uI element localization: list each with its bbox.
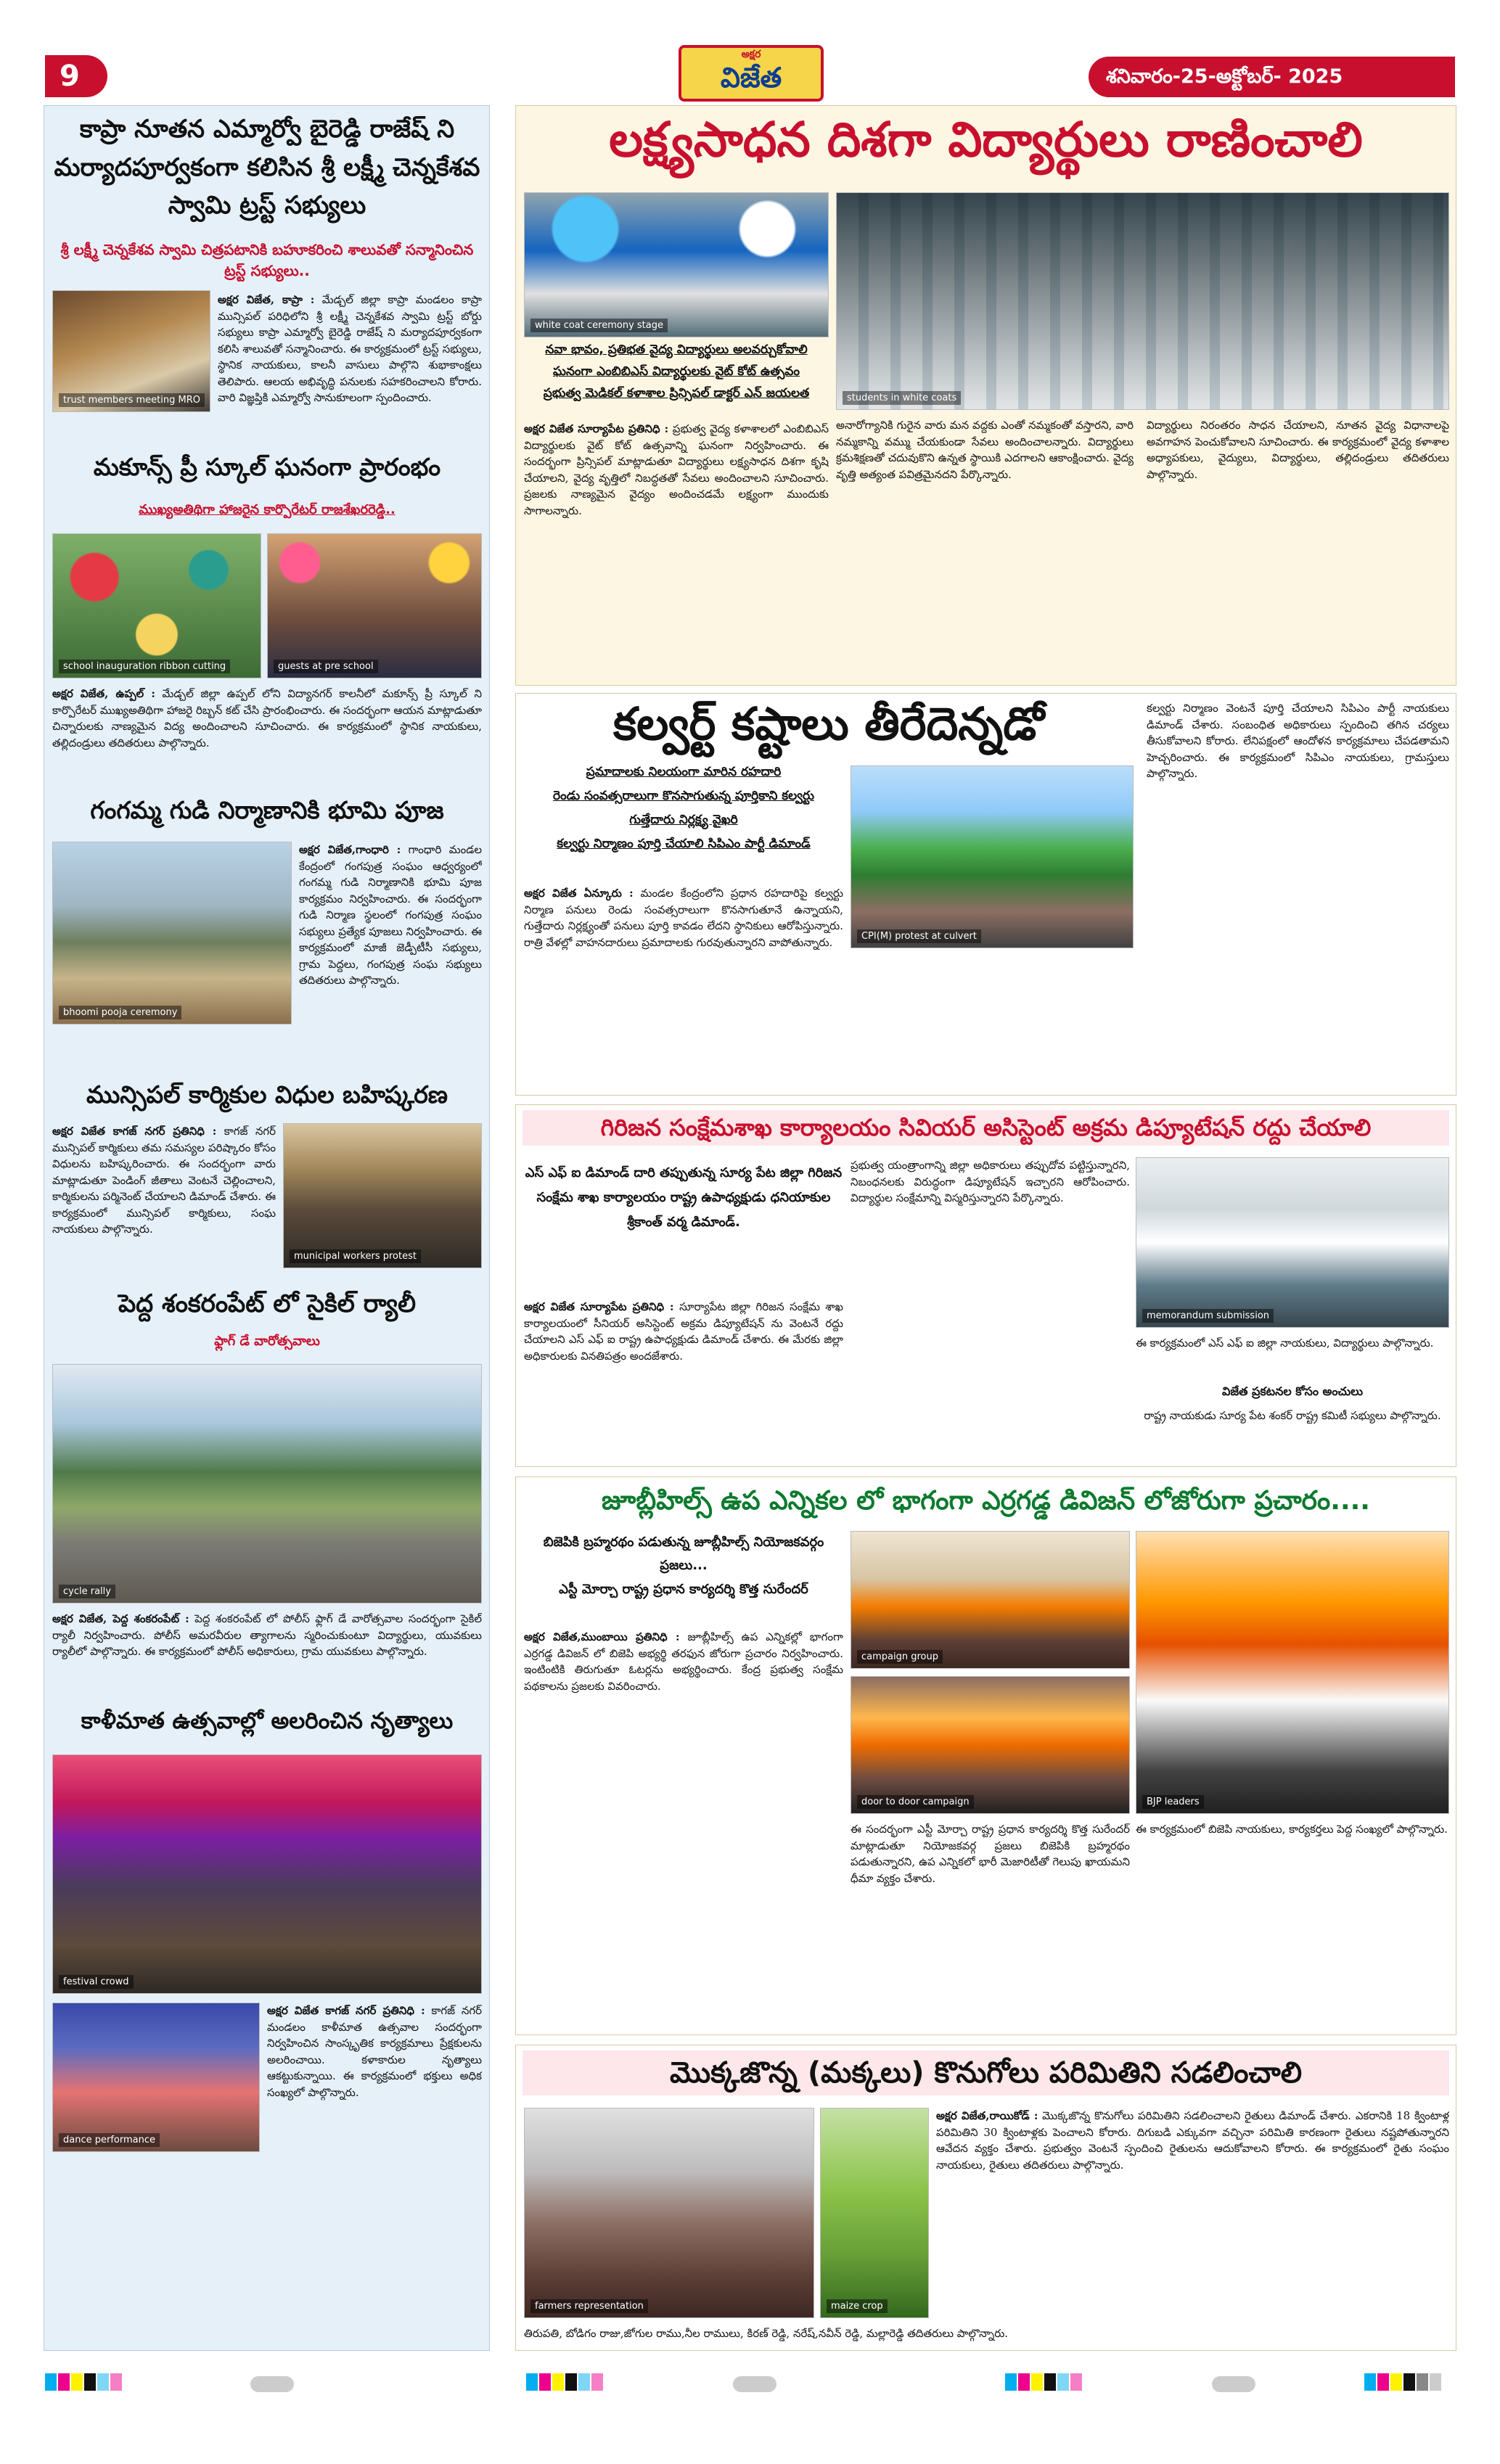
r5-body [936,2108,1449,2318]
a3-photo-label: bhoomi pooja ceremony [59,1006,181,1019]
a2-photo-1-label: school inauguration ribbon cutting [59,660,230,673]
swatch-cyan [45,2373,57,2391]
a5-headline: పెద్ద శంకరంపేట్ లో సైకిల్ ర్యాలీ [118,1289,417,1318]
r4-photo-3-label: BJP leaders [1142,1795,1204,1809]
a5-subhead: ఫ్లాగ్ డే వారోత్సవాలు [214,1334,320,1349]
r1-body-1-text: ప్రభుత్వ వైద్య కళాశాలలో ఎంబిబిఎస్ విద్యార్థులకు వైట్ కోట్ ఉత్సవాన్ని ఘనంగా నిర్వహించారు. ఈ సందర్భంగా ప్రిన్సిపల్ మాట్లాడుతూ విద్యార్థులు లక్ష్యసాధన దిశగా కృషి చేయాలని, వైద్య వృత్తిలో నిబద్ధతతో సేవలు అందించాలని సూచించారు. ప్రజలకు నాణ్యమైన వైద్యం అందించడమే లక్ష్యంగా ముందుకు సాగాలన్నారు. [524,422,829,517]
masthead-logo [679,45,824,102]
r4-photo-3 [1136,1531,1449,1814]
a1-dateline: అక్షర విజేత, కాప్రా : [218,293,315,306]
r2-dateline: అక్షర విజేత ఏన్కూరు : [524,887,634,900]
a5-body [52,1611,482,1698]
r1-body-2: అనారోగ్యానికి గురైన వారు మన వద్దకు ఎంతో నమ్మకంతో వస్తారని, వారి నమ్మకాన్ని వమ్ము చేయకుండా సేవలు అందించాలన్నారు. విద్యార్థులు క్రమశిక్షణతో చదువుకొని ఉన్నత స్థాయికి ఎదగాలని ఆకాంక్షించారు. వైద్య వృత్తి అత్యంత పవిత్రమైనదని పేర్కొన్నారు. [836,419,1134,481]
r2-body-2: కల్వర్టు నిర్మాణం వెంటనే పూర్తి చేయాలని సిపిఎం పార్టీ నాయకులు డిమాండ్ చేశారు. సంబంధిత అధికారులు స్పందించి తగిన చర్యలు తీసుకోవాలని కోరారు. లేనిపక్షంలో ఆందోళన కార్యక్రమాలు చేపడతామని హెచ్చరించారు. ఈ కార్యక్రమంలో సిపిఎం నాయకులు, గ్రామస్తులు పాల్గొన్నారు. [1147,702,1449,780]
r3-body-1 [524,1299,843,1462]
r4-body-2: ఈ సందర్భంగా ఎస్టీ మోర్చా రాష్ట్ర ప్రధాన కార్యదర్శి కొత్త సురేందర్ మాట్లాడుతూ నియోజకవర్గ ప్రజలు బిజెపికి బ్రహ్మరథం పడుతున్నారని, ఉప ఎన్నికలో భారీ మెజారిటీతో గెలుపు ఖాయమని ధీమా వ్యక్తం చేశారు. [851,1823,1130,1885]
r4-photo-2 [851,1676,1130,1814]
r3-body-3: ఈ కార్యక్రమంలో ఎస్ ఎఫ్ ఐ జిల్లా నాయకులు, విద్యార్థులు పాల్గొన్నారు. [1136,1336,1434,1350]
a5-photo [52,1364,482,1603]
swatch-yellow-5 [1031,2373,1043,2391]
logo-text: విజేత [720,62,782,94]
swatch-cyan-7 [1364,2373,1376,2391]
a5-body-text: పెద్ద శంకరంపేట్ లో పోలీస్ ఫ్లాగ్ డే వారోత్సవాల సందర్భంగా సైకిల్ ర్యాలీ నిర్వహించారు. పోలీస్ అమరవీరుల త్యాగాలను స్మరించుకుంటూ విద్యార్థులు, యువకులు ర్యాలీలో పాల్గొన్నారు. ఈ కార్యక్రమంలో పోలీస్ అధికారులు, గ్రామ యువకులు పాల్గొన్నారు. [52,1612,482,1658]
r4-photo-2-label: door to door campaign [857,1795,974,1809]
swatch-black-3 [565,2373,577,2391]
r4-subhead-2: ఎస్టీ మోర్చా రాష్ట్ర ప్రధాన కార్యదర్శి కొత్త సురేందర్ [559,1582,808,1597]
r3-subhead: ఎస్ ఎఫ్ ఐ డిమాండ్ దారి తప్పుతున్న సూర్య పేట జిల్లా గిరిజన సంక్షేమ శాఖ కార్యాలయం రాష్ట్ర ఉపాధ్యక్షుడు ధనియాకుల శ్రీకాంత్ వర్మ డిమాండ్. [525,1165,843,1231]
a2-dateline: అక్షర విజేత, ఉప్పల్ : [52,687,155,700]
r1-dateline: అక్షర విజేత సూర్యాపేట ప్రతినిధి : [524,422,669,435]
a4-body [52,1123,482,1283]
r4-dateline: అక్షర విజేత,ముంబాయి ప్రతినిధి : [524,1630,680,1643]
swatch-magenta-2 [110,2373,122,2391]
a2-headline: మకూన్స్ ప్రీ స్కూల్ ఘనంగా ప్రారంభం [93,453,441,481]
swatch-magenta [58,2373,70,2391]
a6-dateline: అక్షర విజేత కాగజ్ నగర్ ప్రతినిధి : [267,2004,425,2017]
a2-photo-2 [267,533,482,678]
r4-photo-1-label: campaign group [857,1650,943,1664]
r1-photo-1-label: white coat ceremony stage [530,319,668,332]
r4-headline: జూబ్లీహిల్స్ ఉప ఎన్నికల లో భాగంగా ఎర్రగడ్డ డివిజన్ లోజోరుగా ప్రచారం.... [602,1486,1370,1516]
a1-body-text: మేడ్చల్ జిల్లా కాప్రా మండలం కాప్రా మున్సిపల్ పరిధిలోని శ్రీ లక్ష్మీ చెన్నకేశవ స్వామి ట్రస్ట్ బోర్డు సభ్యులు కాప్రా ఎమ్మార్వో బైరెడ్డి రాజేష్ ని మర్యాదపూర్వకంగా కలిసి శాలువతో సన్మానించారు. ఈ కార్యక్రమంలో ట్రస్ట్ సభ్యులు, స్థానిక నాయకులు, కాలనీ వాసులు పాల్గొని శుభాకాంక్షలు తెలిపారు. ఆలయ అభివృద్ధి పనులకు సహకరించాలని కోరారు. వారి విజ్ఞప్తికి ఎమ్మార్వో సానుకూలంగా స్పందించారు. [218,293,482,404]
r1-photo-1 [524,192,829,337]
r2-body-1-text: మండల కేంద్రంలోని ప్రధాన రహదారిపై కల్వర్టు నిర్మాణ పనులు రెండు సంవత్సరాలుగా కొనసాగుతూనే ఉన్నాయని, గుత్తేదారు నిర్లక్ష్యంతో పనులు పూర్తి కావడం లేదని స్థానికులు ఆరోపిస్తున్నారు. రాత్రి వేళల్లో వాహనదారులు ప్రమాదాలకు గురవుతున్నారని వాపోతున్నారు. [524,887,843,949]
a4-headline: మున్సిపల్ కార్మికుల విధుల బహిష్కరణ [86,1080,448,1109]
page-number-tab [45,55,107,97]
swatch-yellow-3 [552,2373,564,2391]
a1-subhead: శ్రీ లక్ష్మీ చెన్నకేశవ స్వామి చిత్రపటానికి బహూకరించి శాలువతో సన్మానించిన ట్రస్ట్ సభ్యులు.. [60,241,474,279]
a3-body [52,842,482,1074]
registration-pill-3 [1212,2376,1255,2392]
a6-headline: కాళీమాత ఉత్సవాల్లో అలరించిన నృత్యాలు [81,1708,454,1734]
a4-photo-label: municipal workers protest [290,1249,421,1263]
r3-caption-2: రాష్ట్ర నాయకుడు సూర్య పేట శంకర్ రాష్ట్ర కమిటీ సభ్యులు పాల్గొన్నారు. [1144,1409,1441,1422]
r1-subhead-1: నవా భావం, ప్రతిభత వైద్య విద్యార్థులు అలవర్చుకోవాలి [545,342,808,357]
r3-headline: గిరిజన సంక్షేమశాఖ కార్యాలయం సివియర్ అసిస్టెంట్ అక్రమ డిప్యూటేషన్ రద్దు చేయాలి [522,1110,1449,1146]
r2-subhead-1: ప్రమాదాలకు నిలయంగా మారిన రహదారి [586,765,782,779]
a1-body-spacer [52,292,218,416]
r4-body-3: ఈ కార్యక్రమంలో బిజెపి నాయకులు, కార్యకర్తలు పెద్ద సంఖ్యలో పాల్గొన్నారు. [1136,1823,1448,1836]
a2-body [52,686,482,787]
a3-dateline: అక్షర విజేత,గాంధారి : [299,843,401,856]
swatch-lightgrey-7 [1430,2373,1441,2391]
a1-headline: కాప్రా నూతన ఎమ్మార్వో బైరెడ్డి రాజేష్ ని మర్యాదపూర్వకంగా కలిసిన శ్రీ లక్ష్మీ చెన్నకేశవ స్వామి ట్రస్ట్ సభ్యులు [54,115,480,221]
r5-photo-2-label: maize crop [827,2299,888,2313]
r1-subhead-3: ప్రభుత్వ మెడికల్ కళాశాల ప్రిన్సిపల్ డాక్టర్ ఎన్ జయలత [543,386,810,401]
r5-headline: మొక్కజొన్న (మక్కలు) కొనుగోలు పరిమితిని సడలించాలి [522,2050,1449,2095]
a4-dateline: అక్షర విజేత కాగజ్ నగర్ ప్రతినిధి : [52,1125,217,1138]
a6-photo-1-label: festival crowd [59,1975,134,1989]
swatch-magenta-4 [591,2373,603,2391]
swatch-yellow-7 [1390,2373,1402,2391]
logo-small-text: అక్షర [741,49,761,60]
r3-body-1-text: సూర్యాపేట జిల్లా గిరిజన సంక్షేమ శాఖ కార్యాలయంలో సీనియర్ అసిస్టెంట్ అక్రమ డిప్యూటేషన్ ను వెంటనే రద్దు చేయాలని ఎస్ ఎఫ్ ఐ రాష్ట్ర ఉపాధ్యక్షుడు డిమాండ్ చేశారు. ఈ మేరకు జిల్లా అధికారులకు వినతిపత్రం అందజేశారు. [524,1300,843,1363]
a1-body [52,292,482,450]
r2-headline: కల్వర్ట్ కష్టాలు తీరేదెన్నడో [612,697,1045,750]
r1-photo-2-label: students in white coats [843,391,961,405]
r5-photo-1 [524,2108,814,2318]
date-banner [1089,57,1455,97]
r5-photo-2 [820,2108,929,2318]
r4-body-1-text: జూబ్లీహిల్స్ ఉప ఎన్నికల్లో భాగంగా ఎర్రగడ్డ డివిజన్ లో బిజెపి అభ్యర్థి తరఫున జోరుగా ప్రచారం నిర్వహించారు. ఇంటింటికి తిరుగుతూ ఓటర్లను అభ్యర్థించారు. కేంద్ర ప్రభుత్వ సంక్షేమ పథకాలను ప్రజలకు వివరించారు. [524,1630,843,1693]
swatch-black-7 [1403,2373,1415,2391]
r2-subhead-4: కల్వర్టు నిర్మాణం పూర్తి చేయాలి సిపిఎం పార్టీ డిమాండ్ [557,837,811,851]
r1-body-3: విద్యార్థులు నిరంతరం సాధన చేయాలని, నూతన వైద్య విధానాలపై అవగాహన పెంచుకోవాలని సూచించారు. ఈ కార్యక్రమంలో వైద్య కళాశాల అధ్యాపకులు, వైద్యులు, విద్యార్థులు, తల్లిదండ్రులు తదితరులు పాల్గొన్నారు. [1147,419,1449,481]
r2-subhead-2: రెండు సంవత్సరాలుగా కొనసాగుతున్న పూర్తికాని కల్వర్టు [553,789,814,803]
a4-body-spacer [276,1123,482,1273]
a6-body-text: కాగజ్ నగర్ మండలం కాళీమాత ఉత్సవాల సందర్భంగా నిర్వహించిన సాంస్కృతిక కార్యక్రమాలు ప్రేక్షకులను అలరించాయి. కళాకారుల నృత్యాలు ఆకట్టుకున్నాయి. ఈ కార్యక్రమంలో భక్తులు అధిక సంఖ్యలో పాల్గొన్నారు. [267,2004,482,2099]
swatch-black-5 [1044,2373,1056,2391]
r5-photo-1-label: farmers representation [530,2299,648,2313]
r3-photo [1136,1157,1449,1328]
a5-dateline: అక్షర విజేత, పెద్ద శంకరంపేట్ : [52,1612,189,1625]
r4-subhead-1: బిజెపికి బ్రహ్మరథం పడుతున్న జూబ్లీహిల్స్ నియోజకవర్గం ప్రజలు... [543,1535,824,1573]
a6-body-spacer [52,2003,267,2158]
issue-date: శనివారం-25-అక్టోబర్- 2025 [1106,65,1343,88]
swatch-cyan-4 [578,2373,590,2391]
swatch-cyan-5 [1005,2373,1017,2391]
swatch-magenta-3 [539,2373,551,2391]
registration-pill-1 [250,2376,294,2392]
r4-body-1 [524,1629,843,2028]
swatch-cyan-3 [526,2373,538,2391]
a2-photo-1 [52,533,261,678]
swatch-yellow [71,2373,83,2391]
registration-pill-2 [733,2376,776,2392]
r4-photo-1 [851,1531,1130,1669]
r2-photo [851,765,1134,948]
r1-body-1 [524,421,829,678]
a3-body-text: గాంధారి మండల కేంద్రంలో గంగపుత్ర సంఘం ఆధ్వర్యంలో గంగమ్మ గుడి నిర్మాణానికి భూమి పూజ కార్యక్రమం నిర్వహించారు. ఈ సందర్భంగా గుడి నిర్మాణ స్థలంలో గంగపుత్ర సంఘం సభ్యులు ప్రత్యేక పూజలు నిర్వహించారు. ఈ కార్యక్రమంలో మాజీ జెడ్పీటీసీ సభ్యులు, గ్రామ పెద్దలు, గంగపుత్ర సంఘ సభ్యులు తదితరులు పాల్గొన్నారు. [299,843,482,987]
a3-headline: గంగమ్మ గుడి నిర్మాణానికి భూమి పూజ [90,796,444,824]
swatch-cyan-2 [97,2373,109,2391]
r3-photo-label: memorandum submission [1142,1309,1274,1323]
r3-caption-1: విజేత ప్రకటనల కోసం అంచులు [1221,1384,1364,1398]
swatch-cyan-6 [1057,2373,1069,2391]
a6-photo-1 [52,1754,482,1994]
a3-body-spacer [52,842,299,1029]
a4-body-text: కాగజ్ నగర్ మున్సిపల్ కార్మికులు తమ సమస్యల పరిష్కారం కోసం విధులను బహిష్కరించారు. ఈ సందర్భంగా వారు మాట్లాడుతూ పెండింగ్ జీతాలు వెంటనే చెల్లించాలని, కార్మికులను పర్మినెంట్ చేయాలని డిమాండ్ చేశారు. ఈ కార్యక్రమంలో మున్సిపల్ కార్మికులు, సంఘ నాయకులు పాల్గొన్నారు. [52,1125,276,1236]
r3-dateline: అక్షర విజేత సూర్యాపేట ప్రతినిధి : [524,1300,674,1313]
r1-subhead-2: ఘనంగా ఎంబిబిఎస్ విద్యార్థులకు వైట్ కోట్ ఉత్సవం [552,364,800,379]
r5-caption: తిరుపతి, బోడిగం రాజు,జోగుల రాము,నీల రాములు, కిరణ్ రెడ్డి, నరేష్,నవీన్ రెడ్డి, మల్లారెడ్డి తదితరులు పాల్గొన్నారు. [524,2327,1009,2340]
swatch-black [84,2373,96,2391]
a5-photo-label: cycle rally [59,1585,115,1598]
r5-body-text: మొక్కజొన్న కొనుగోలు పరిమితిని సడలించాలని రైతులు డిమాండ్ చేశారు. ఎకరానికి 18 క్వింటాళ్ల పరిమితిని 30 క్వింటాళ్లకు పెంచాలని కోరారు. దిగుబడి ఎక్కువగా వచ్చినా పరిమితి కారణంగా రైతులు నష్టపోతున్నారని ఆవేదన వ్యక్తం చేశారు. ప్రభుత్వం వెంటనే స్పందించి రైతులను ఆదుకోవాలని కోరారు. ఈ కార్యక్రమంలో రైతు సంఘం నాయకులు, రైతులు తదితరులు పాల్గొన్నారు. [936,2109,1449,2172]
r2-photo-label: CPI(M) protest at culvert [857,929,981,943]
a2-subhead: ముఖ్యఅతిథిగా హాజరైన కార్పొరేటర్ రాజశేఖరరెడ్డి.. [139,502,396,517]
r2-subhead-3: గుత్తేదారు నిర్లక్ష్య వైఖరి [629,813,738,827]
r5-dateline: అక్షర విజేత,రాయికోడ్ : [936,2109,1038,2122]
page-number: 9 [60,59,80,93]
swatch-magenta-6 [1070,2373,1082,2391]
a6-photo-2-label: dance performance [59,2133,160,2147]
a6-body [52,2003,482,2206]
r2-body-1 [524,885,843,1090]
r1-photo-2 [836,192,1449,410]
r1-headline: లక్ష్యసాధన దిశగా విద్యార్థులు రాణించాలి [609,112,1363,168]
swatch-grey-7 [1417,2373,1428,2391]
a2-photo-2-label: guests at pre school [274,660,378,673]
a1-photo-label: trust members meeting MRO [59,393,205,407]
swatch-magenta-5 [1018,2373,1030,2391]
swatch-magenta-7 [1377,2373,1389,2391]
r3-body-2: ప్రభుత్వ యంత్రాంగాన్ని జిల్లా అధికారులు తప్పుదోవ పట్టిస్తున్నారని, నిబంధనలకు విరుద్ధంగా డిప్యూటేషన్ ఇచ్చారని ఆరోపించారు. విద్యార్థుల సంక్షేమాన్ని విస్మరిస్తున్నారని పేర్కొన్నారు. [851,1159,1130,1204]
a2-body-text: మేడ్చల్ జిల్లా ఉప్పల్ లోని విద్యానగర్ కాలనీలో మకూన్స్ ప్రీ స్కూల్ ని కార్పొరేటర్ ముఖ్యఅతిథిగా హాజరై రిబ్బన్ కట్ చేసి ప్రారంభించారు. ఈ సందర్భంగా ఆయన మాట్లాడుతూ చిన్నారులకు నాణ్యమైన విద్య అందించాలని సూచించారు. ఈ కార్యక్రమంలో స్థానిక నాయకులు, తల్లిదండ్రులు తదితరులు పాల్గొన్నారు. [52,687,482,750]
